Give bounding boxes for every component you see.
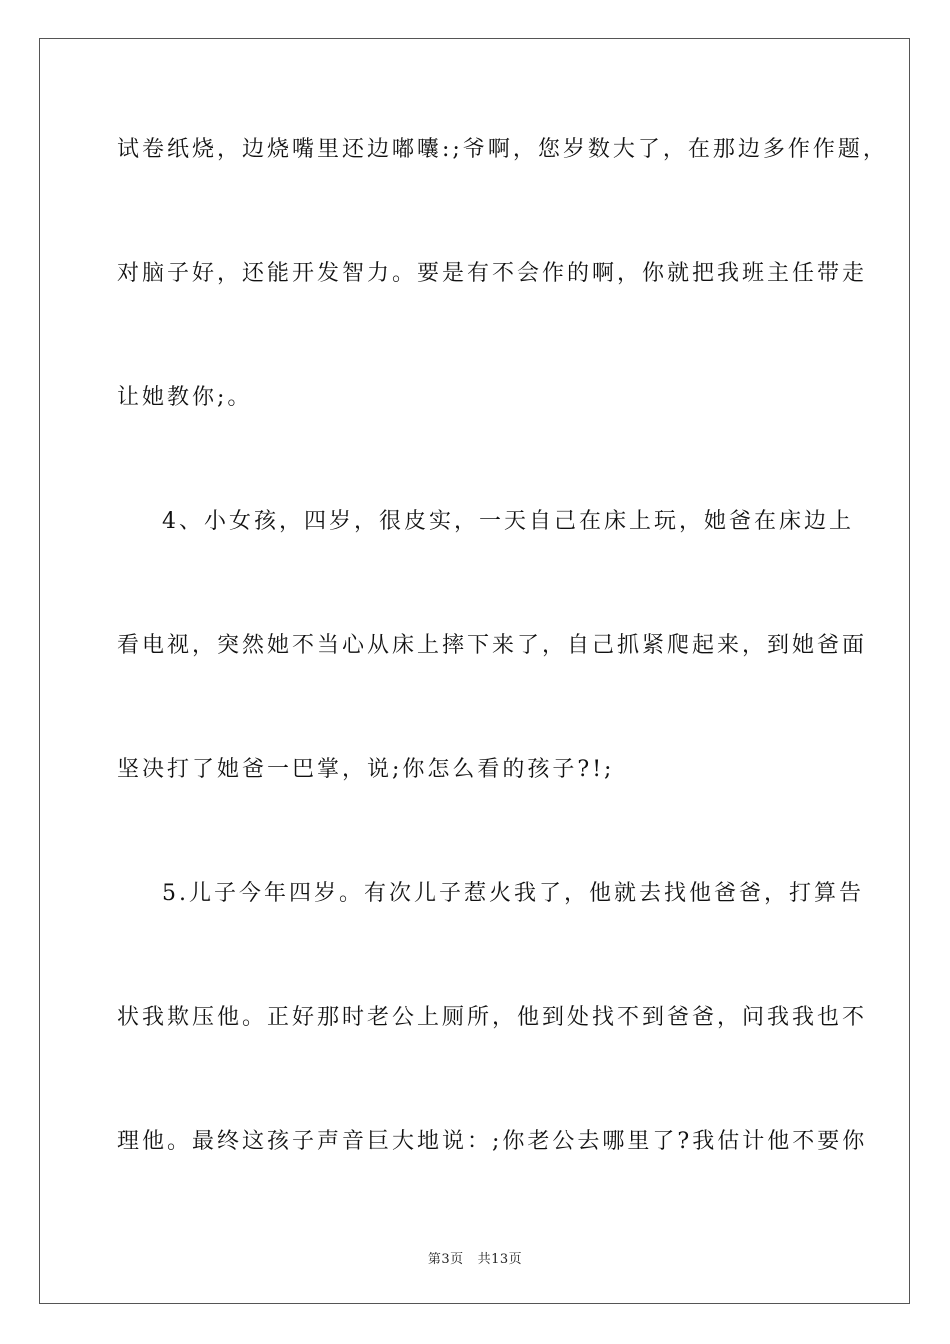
paragraph-start-line: 5.儿子今年四岁。有次儿子惹火我了，他就去找他爸爸，打算告 [162, 881, 864, 906]
text-line: 坚决打了她爸一巴掌，说;你怎么看的孩子?!; [117, 757, 615, 782]
text-line: 让她教你;。 [117, 385, 253, 410]
page-footer [0, 1248, 950, 1267]
total-pages: 共13页 [477, 1252, 523, 1267]
text-line: 看电视，突然她不当心从床上摔下来了，自己抓紧爬起来，到她爸面 [117, 633, 868, 658]
page-number: 第3页 [427, 1252, 464, 1267]
page-border [39, 38, 910, 1304]
text-line: 试卷纸烧，边烧嘴里还边嘟囔:;爷啊，您岁数大了，在那边多作作题， [117, 137, 888, 162]
text-line: 理他。最终这孩子声音巨大地说：;你老公去哪里了?我估计他不要你 [117, 1129, 868, 1154]
text-line: 状我欺压他。正好那时老公上厕所，他到处找不到爸爸，问我我也不 [117, 1005, 868, 1030]
text-line: 对脑子好，还能开发智力。要是有不会作的啊，你就把我班主任带走 [117, 261, 868, 286]
paragraph-start-line: 4、小女孩，四岁，很皮实，一天自己在床上玩，她爸在床边上 [162, 509, 854, 534]
